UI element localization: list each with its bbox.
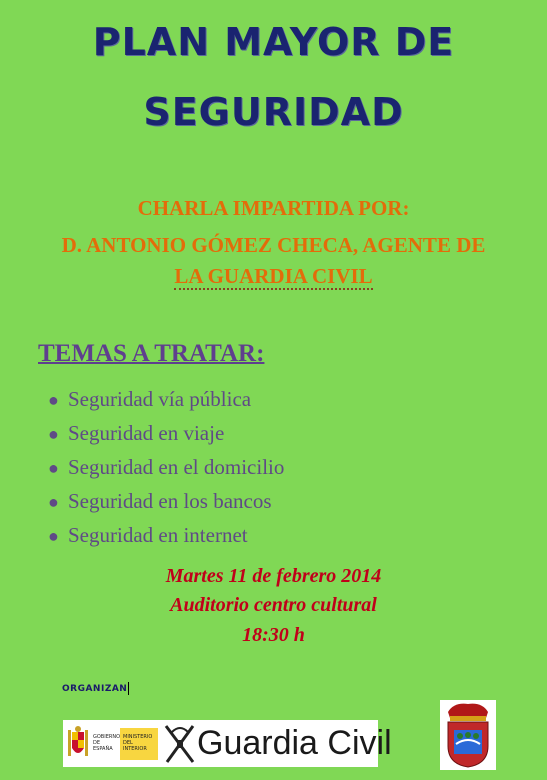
bullet-icon: ● (48, 390, 59, 410)
event-place: Auditorio centro cultural (170, 594, 377, 616)
organizers-logo-strip (63, 720, 392, 767)
list-item (48, 385, 284, 419)
municipal-crest-icon (440, 700, 496, 770)
topic-label: Seguridad vía pública (68, 387, 252, 411)
bullet-icon: ● (48, 458, 59, 478)
list-item (48, 521, 284, 555)
list-item (48, 487, 284, 521)
list-item (48, 453, 284, 487)
guardia-civil-emblem-icon (163, 722, 197, 766)
topic-label: Seguridad en internet (68, 523, 248, 547)
speaker-intro: CHARLA IMPARTIDA POR: (137, 196, 410, 220)
guardia-civil-wordmark: Guardia Civil (197, 724, 392, 762)
speaker-affiliation (0, 264, 547, 289)
title-line-2: SEGURIDAD (143, 90, 404, 134)
organizers-label (62, 682, 129, 695)
event-time: 18:30 h (242, 624, 305, 646)
list-item (48, 419, 284, 453)
title-line-1: PLAN MAYOR DE (92, 20, 455, 64)
topics-list (48, 385, 284, 555)
ministerio-text: MINISTERIO DEL INTERIOR (123, 734, 153, 752)
organizers-label-text: ORGANIZAN (62, 684, 128, 694)
topic-label: Seguridad en viaje (68, 421, 225, 445)
event-date: Martes 11 de febrero 2014 (165, 565, 382, 587)
bullet-icon: ● (48, 526, 59, 546)
text-cursor (128, 682, 129, 695)
topic-label: Seguridad en los bancos (68, 489, 272, 513)
bullet-icon: ● (48, 424, 59, 444)
topic-label: Seguridad en el domicilio (68, 455, 285, 479)
gobierno-text: GOBIERNO DE ESPAÑA (93, 734, 121, 752)
bullet-icon: ● (48, 492, 59, 512)
speaker-affiliation-text: LA GUARDIA CIVIL (174, 264, 373, 288)
speaker-name: D. ANTONIO GÓMEZ CHECA, AGENTE DE (61, 233, 486, 257)
topics-heading: TEMAS A TRATAR: (38, 340, 265, 367)
gobierno-logo (63, 720, 158, 767)
coat-of-arms-icon (67, 726, 89, 760)
